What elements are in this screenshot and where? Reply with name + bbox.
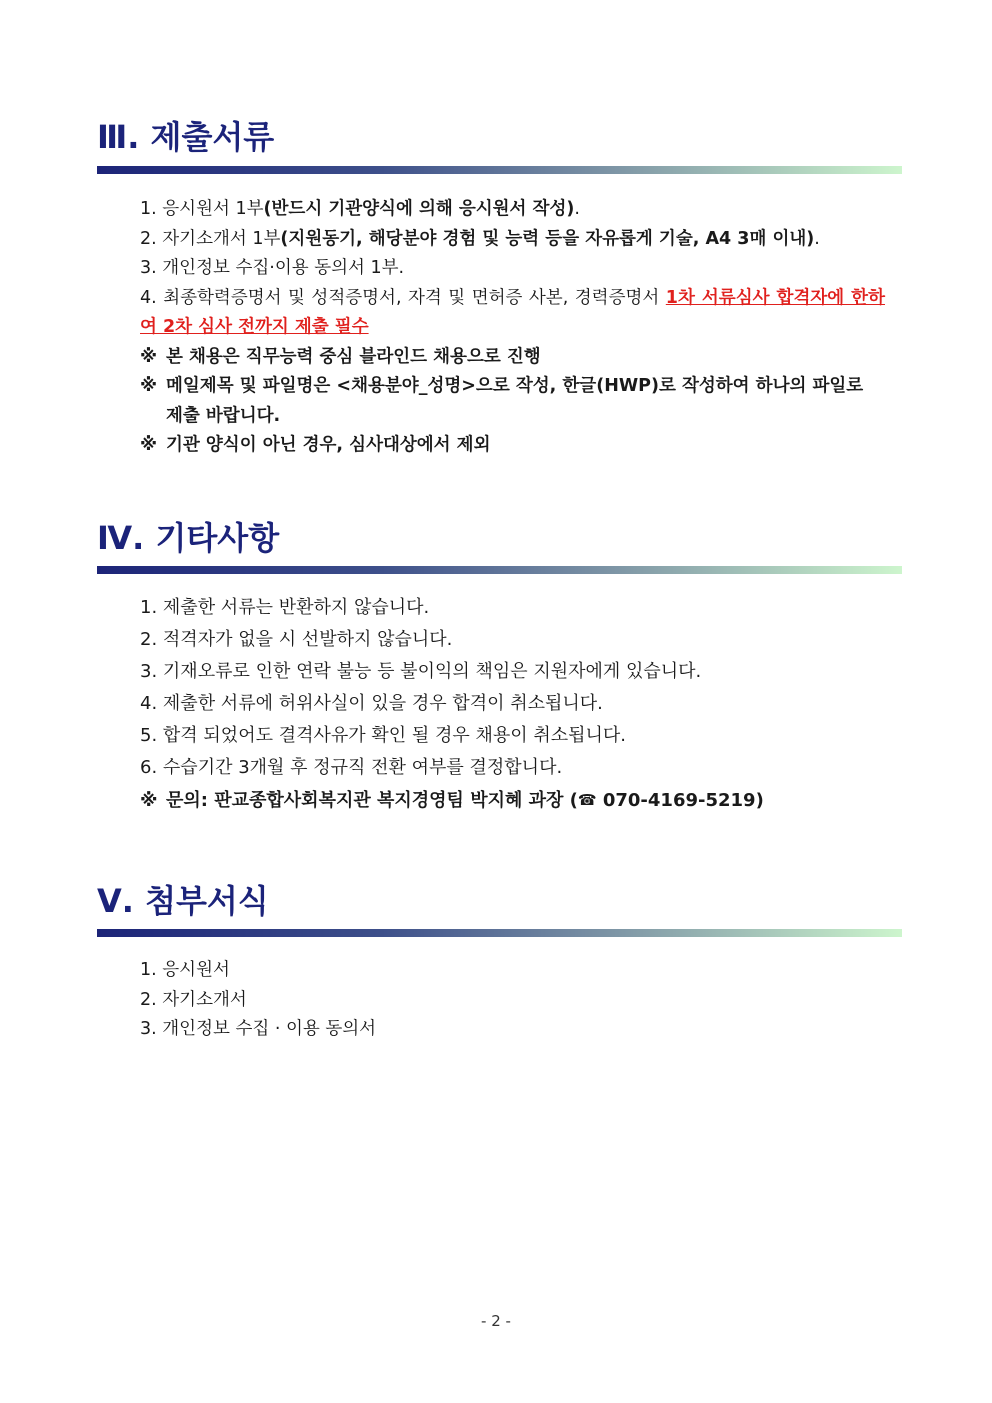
item-number: 3.	[140, 661, 158, 682]
section-divider-bar	[97, 566, 902, 574]
contact-text: 문의: 판교종합사회복지관 복지경영팀 박지혜 과장 (	[166, 790, 578, 811]
item-text: 적격자가 없을 시 선발하지 않습니다.	[162, 629, 453, 650]
item-text: 응시원서	[162, 960, 230, 980]
item-number: 4.	[140, 287, 157, 308]
contact-info	[140, 784, 885, 817]
item-text: 응시원서 1부	[162, 199, 264, 219]
item-text: 자기소개서 1부	[162, 228, 281, 249]
item-text: 합격 되었어도 결격사유가 확인 될 경우 채용이 취소됩니다.	[162, 725, 627, 746]
item-number: 2.	[140, 228, 157, 249]
list-item	[140, 752, 885, 784]
note-mark: ※	[140, 790, 158, 811]
list-item	[140, 1015, 885, 1045]
item-number: 6.	[140, 757, 158, 778]
list-item	[140, 284, 885, 343]
list-item	[140, 656, 885, 688]
item-number: 4.	[140, 693, 158, 714]
section-title: Ⅴ. 첨부서식	[97, 882, 269, 920]
note-text: 본 채용은 직무능력 중심 블라인드 채용으로 진행	[166, 346, 541, 367]
attached-forms-list	[140, 956, 885, 1045]
item-number: 1.	[140, 597, 158, 618]
note-mark: ※	[140, 376, 158, 396]
item-tail: .	[814, 228, 820, 249]
item-number: 3.	[140, 1019, 157, 1039]
item-text: 제출한 서류는 반환하지 않습니다.	[162, 597, 430, 618]
note-item	[140, 372, 885, 431]
item-number: 1.	[140, 199, 157, 219]
note-mark: ※	[140, 346, 158, 367]
section-divider-bar	[97, 929, 902, 937]
list-item	[140, 624, 885, 656]
list-item	[140, 688, 885, 720]
submission-list	[140, 195, 885, 461]
required-submission-notice: 1차 서류심사 합격자에 한하여 2차 심사 전까지 제출 필수	[140, 287, 885, 337]
item-text: 개인정보 수집 · 이용 동의서	[162, 1019, 377, 1039]
section-title: Ⅲ. 제출서류	[97, 118, 275, 156]
note-mark: ※	[140, 435, 158, 455]
item-number: 2.	[140, 989, 157, 1010]
item-text: 제출한 서류에 허위사실이 있을 경우 합격이 취소됩니다.	[162, 693, 603, 714]
item-bold-text: (반드시 기관양식에 의해 응시원서 작성)	[263, 199, 575, 219]
item-text: 자기소개서	[162, 989, 247, 1010]
item-tail: .	[574, 199, 580, 219]
item-text: 수습기간 3개월 후 정규직 전환 여부를 결정합니다.	[162, 757, 563, 778]
item-number: 2.	[140, 629, 158, 650]
section-divider-bar	[97, 166, 902, 174]
item-text: 기재오류로 인한 연락 불능 등 불이익의 책임은 지원자에게 있습니다.	[162, 661, 702, 682]
item-bold-text: (지원동기, 해당분야 경험 및 능력 등을 자유롭게 기술, A4 3매 이내)	[280, 228, 815, 249]
item-number: 5.	[140, 725, 158, 746]
list-item	[140, 720, 885, 752]
item-number: 3.	[140, 258, 157, 278]
contact-phone: 070-4169-5219)	[596, 790, 764, 811]
list-item	[140, 956, 885, 986]
list-item	[140, 195, 885, 225]
list-item	[140, 254, 885, 284]
note-item	[140, 431, 885, 461]
list-item	[140, 225, 885, 255]
note-text: 기관 양식이 아닌 경우, 심사대상에서 제외	[166, 435, 491, 455]
item-text: 최종학력증명서 및 성적증명서, 자격 및 면허증 사본, 경력증명서	[163, 287, 666, 308]
note-text: 메일제목 및 파일명은 <채용분야_성명>으로 작성, 한글(HWP)로 작성하여 하나의 파일로 제출 바랍니다.	[166, 376, 864, 426]
note-item	[140, 343, 885, 373]
other-matters-list	[140, 592, 885, 817]
item-text: 개인정보 수집·이용 동의서 1부.	[162, 258, 405, 278]
list-item	[140, 986, 885, 1016]
phone-icon: ☎	[577, 791, 597, 809]
item-number: 1.	[140, 960, 157, 980]
section-title: Ⅳ. 기타사항	[97, 519, 280, 557]
list-item	[140, 592, 885, 624]
page-number: - 2 -	[481, 1312, 511, 1330]
